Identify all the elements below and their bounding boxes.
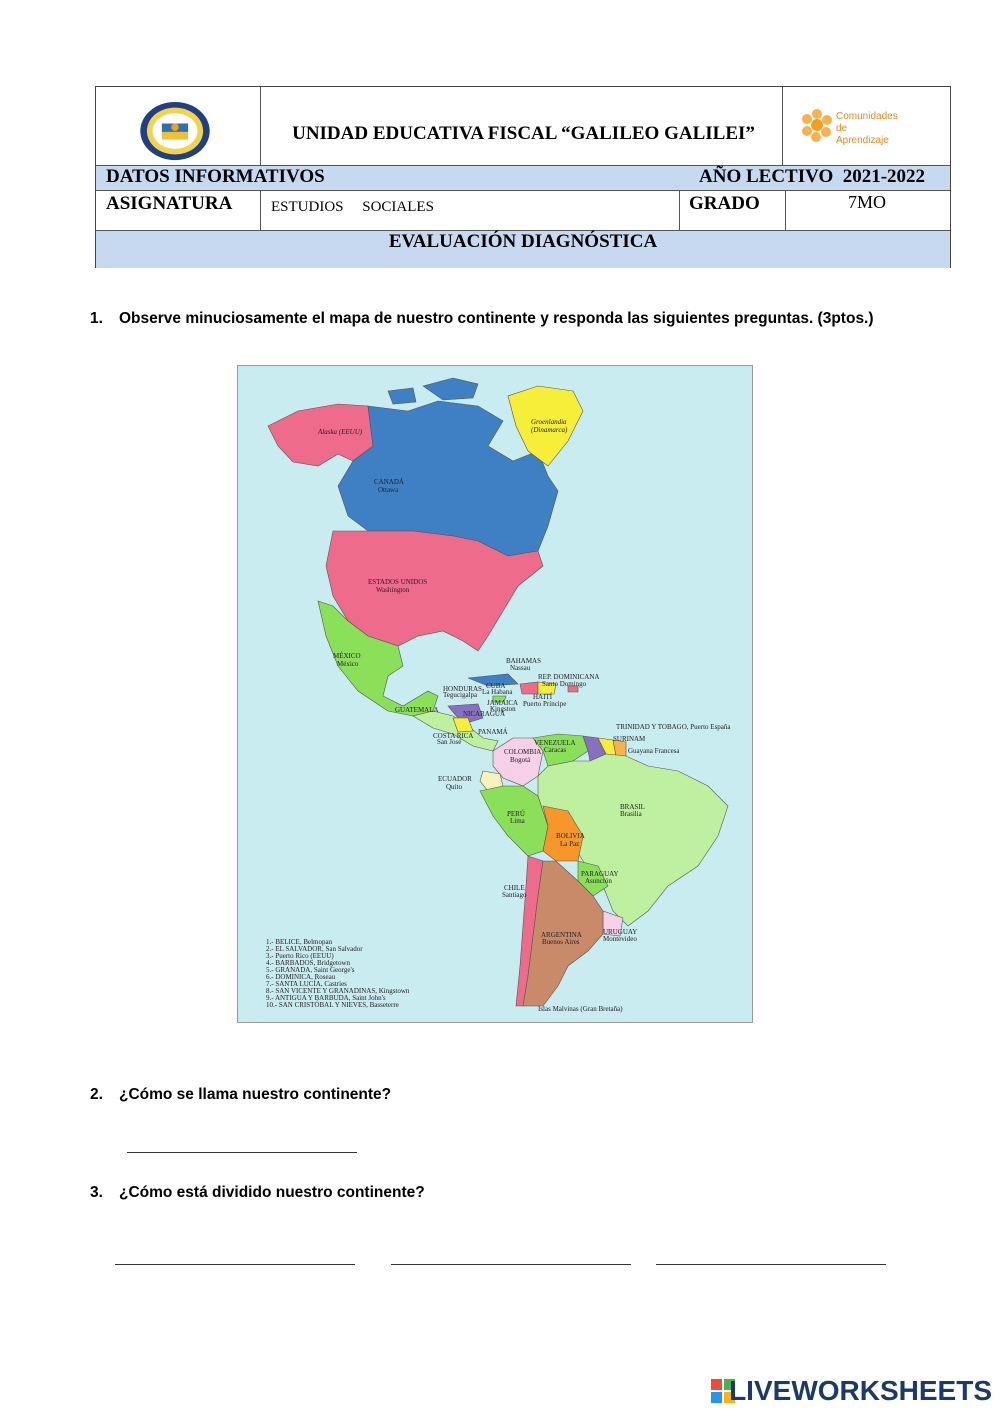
question-2-text: ¿Cómo se llama nuestro continente? bbox=[119, 1086, 392, 1103]
label-honduras: HONDURAS bbox=[443, 685, 482, 693]
question-1-number: 1. bbox=[90, 310, 103, 327]
label-costa-rica: COSTA RICA bbox=[433, 732, 474, 740]
label-rep-dom: REP. DOMINICANA bbox=[538, 673, 600, 681]
label-jamaica: JAMAICA bbox=[487, 699, 519, 707]
legend-item: 3.- Puerto Rico (EEUU) bbox=[266, 952, 334, 960]
label-mexico: MÉXICO bbox=[333, 652, 361, 660]
comunidades-logo bbox=[800, 107, 910, 147]
grado-label: GRADO bbox=[689, 193, 760, 214]
label-argentina: ARGENTINA bbox=[541, 931, 582, 939]
question-3 bbox=[90, 1184, 425, 1202]
americas-map bbox=[237, 365, 753, 1023]
header-table bbox=[95, 86, 951, 268]
legend-item: 4.- BARBADOS, Bridgetown bbox=[266, 959, 351, 967]
label-brasil-capital: Brasilia bbox=[620, 810, 642, 818]
legend-item: 5.- GRANADA, Saint George's bbox=[266, 966, 355, 974]
legend-item: 6.- DOMINICA, Roseau bbox=[266, 973, 336, 981]
label-cuba: CUBA bbox=[486, 682, 506, 690]
legend-item: 9.- ANTIGUA Y BARBUDA, Saint John's bbox=[266, 994, 386, 1002]
flower-icon bbox=[800, 107, 834, 147]
label-uruguay: URUGUAY bbox=[603, 928, 638, 936]
label-colombia: COLOMBIA bbox=[504, 748, 542, 756]
label-groenlandia-sub: (Dinamarca) bbox=[531, 426, 568, 434]
map-svg bbox=[238, 366, 753, 1023]
label-bolivia: BOLIVIA bbox=[556, 832, 585, 840]
label-haiti: HAITÍ bbox=[533, 693, 553, 701]
question-1-text: Observe minuciosamente el mapa de nuestro continente y responda las siguientes preguntas. (3ptos.) bbox=[119, 310, 874, 327]
label-costa-rica-capital: San José bbox=[437, 738, 462, 746]
asignatura-label: ASIGNATURA bbox=[106, 193, 233, 214]
label-bahamas-capital: Nassau bbox=[510, 664, 531, 672]
label-canada: CANADÁ bbox=[374, 478, 404, 486]
label-groenlandia: Groenlandia bbox=[531, 418, 567, 426]
answer-3-line-1[interactable] bbox=[115, 1264, 355, 1265]
logo-right-line2: Aprendizaje bbox=[836, 135, 889, 146]
question-2-number: 2. bbox=[90, 1086, 103, 1103]
grado-value: 7MO bbox=[848, 192, 887, 212]
label-chile: CHILE bbox=[504, 884, 525, 892]
label-peru: PERÚ bbox=[507, 810, 525, 818]
question-3-number: 3. bbox=[90, 1184, 103, 1201]
liveworksheets-brand[interactable]: LIVEWORKSHEETS bbox=[729, 1375, 992, 1406]
school-seal-logo bbox=[136, 101, 214, 161]
label-canada-capital: Ottawa bbox=[378, 486, 399, 494]
answer-2-line[interactable] bbox=[127, 1152, 357, 1153]
label-venezuela: VENEZUELA bbox=[534, 739, 576, 747]
label-cuba-capital: La Habana bbox=[482, 688, 513, 696]
label-guatemala: GUATEMALA bbox=[395, 706, 439, 714]
asignatura-value: ESTUDIOS SOCIALES bbox=[271, 199, 434, 215]
legend-item: 10.- SAN CRISTÓBAL Y NIEVES, Basseterre bbox=[266, 1001, 399, 1009]
legend-item: 2.- EL SALVADOR, San Salvador bbox=[266, 945, 363, 953]
label-argentina-capital: Buenos Aires bbox=[542, 938, 580, 946]
label-mexico-capital: México bbox=[337, 660, 359, 668]
label-alaska: Alaska (EEUU) bbox=[318, 428, 363, 436]
answer-3-line-3[interactable] bbox=[656, 1264, 886, 1265]
label-bolivia-capital: La Paz bbox=[560, 840, 580, 848]
label-jamaica-capital: Kingston bbox=[490, 705, 516, 713]
label-brasil: BRASIL bbox=[620, 803, 645, 811]
label-chile-capital: Santiago bbox=[502, 891, 527, 899]
label-rep-dom-capital: Santo Domingo bbox=[542, 680, 587, 688]
label-eeuu-capital: Washington bbox=[376, 586, 410, 594]
label-colombia-capital: Bogotá bbox=[510, 756, 531, 764]
school-name: UNIDAD EDUCATIVA FISCAL “GALILEO GALILEI” bbox=[292, 123, 755, 144]
label-peru-capital: Lima bbox=[510, 817, 525, 825]
logo-right-line1: Comunidades de bbox=[836, 111, 898, 134]
label-nicaragua: NICARAGUA bbox=[463, 710, 505, 718]
label-honduras-capital: Tegucigalpa bbox=[443, 691, 478, 699]
label-uruguay-capital: Montevideo bbox=[603, 935, 637, 943]
label-guyana-francesa: Guayana Francesa bbox=[628, 747, 680, 755]
label-ecuador-capital: Quito bbox=[446, 783, 462, 791]
legend-item: 8.- SAN VICENTE Y GRANADINAS, Kingstown bbox=[266, 987, 410, 995]
logo-right-text bbox=[836, 111, 910, 147]
ano-lectivo-label: AÑO LECTIVO 2021-2022 bbox=[699, 166, 926, 187]
label-eeuu: ESTADOS UNIDOS bbox=[368, 578, 428, 586]
label-malvinas: Islas Malvinas (Gran Bretaña) bbox=[538, 1005, 623, 1013]
question-3-text: ¿Cómo está dividido nuestro continente? bbox=[119, 1184, 425, 1201]
legend-item: 7.- SANTA LUCÍA, Castries bbox=[266, 980, 347, 988]
evaluacion-label: EVALUACIÓN DIAGNÓSTICA bbox=[388, 231, 658, 252]
label-paraguay-capital: Asunción bbox=[585, 877, 612, 885]
question-1 bbox=[90, 310, 874, 328]
label-panama: PANAMÁ bbox=[478, 728, 508, 736]
question-2 bbox=[90, 1086, 391, 1104]
label-bahamas: BAHAMAS bbox=[506, 657, 542, 665]
datos-informativos-label: DATOS INFORMATIVOS bbox=[106, 166, 325, 187]
label-surinam: SURINAM bbox=[613, 735, 646, 743]
answer-3-line-2[interactable] bbox=[391, 1264, 631, 1265]
label-trinidad: TRINIDAD Y TOBAGO, Puerto España bbox=[616, 723, 731, 731]
label-ecuador: ECUADOR bbox=[438, 775, 472, 783]
label-paraguay: PARAGUAY bbox=[581, 870, 619, 878]
label-haiti-capital: Puerto Príncipe bbox=[523, 700, 567, 708]
label-venezuela-capital: Caracas bbox=[544, 746, 567, 754]
legend-item: 1.- BELICE, Belmopan bbox=[266, 938, 333, 946]
